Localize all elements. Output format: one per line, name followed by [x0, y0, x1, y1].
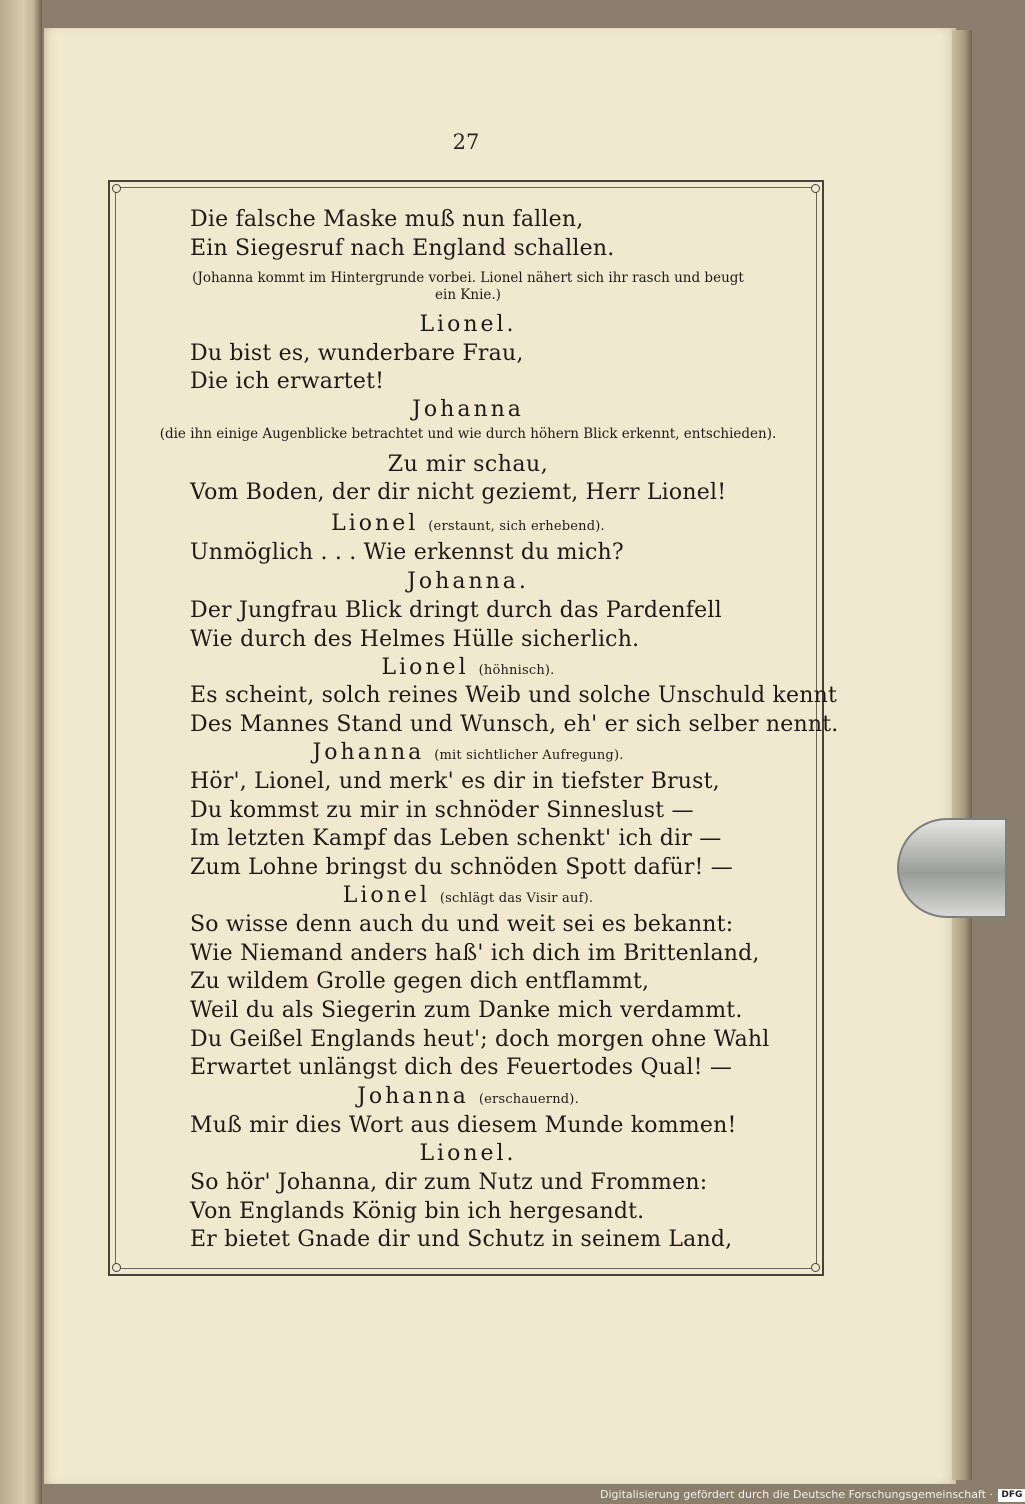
speaker-name: Lionel. [419, 1141, 517, 1166]
verse-line: Weil du als Siegerin zum Danke mich verdammt. [190, 998, 743, 1023]
verse-line: Ein Siegesruf nach England schallen. [190, 236, 615, 261]
verse-line: Du Geißel Englands heut'; doch morgen ohne Wahl [190, 1027, 770, 1052]
speaker-name: Lionel [381, 655, 469, 680]
verse-line: Hör', Lionel, und merk' es dir in tiefster Brust, [190, 769, 720, 794]
speaker-name: Johanna [312, 740, 425, 765]
speaker-line [126, 510, 810, 541]
verse-line: Zum Lohne bringst du schnöden Spott dafür! — [190, 855, 733, 880]
page-stack-edge [952, 30, 972, 1480]
verse-line: So hör' Johanna, dir zum Nutz und Frommen: [190, 1170, 708, 1195]
stage-direction: (höhnisch). [478, 663, 555, 678]
stage-direction: (die ihn einige Augenblicke betrachtet und wie durch höhern Blick erkennt, entschieden). [159, 426, 777, 442]
verse-line: Es scheint, solch reines Weib und solche Unschuld kennt [190, 683, 838, 708]
stage-direction: (mit sichtlicher Aufregung). [434, 748, 624, 763]
stage-direction: (erstaunt, sich erhebend). [428, 519, 605, 534]
verse-line: Er bietet Gnade dir und Schutz in seinem Land, [190, 1227, 733, 1252]
verse-line: Des Mannes Stand und Wunsch, eh' er sich selber nennt. [190, 712, 839, 737]
digitization-credit [600, 1486, 1023, 1504]
stage-direction: (Johanna kommt im Hintergrunde vorbei. Lionel nähert sich ihr rasch und beugt [192, 270, 744, 286]
speaker-line [126, 1083, 810, 1114]
page-number: 27 [452, 130, 480, 154]
page-clip [897, 818, 1007, 918]
frame-corner-ring [112, 184, 121, 193]
verse-line: Die ich erwartet! [190, 369, 385, 394]
speaker-line [126, 739, 810, 770]
speaker-line [126, 882, 810, 913]
verse-line: Unmöglich . . . Wie erkennst du mich? [190, 540, 624, 565]
frame-corner-ring [811, 184, 820, 193]
verse-line: Im letzten Kampf das Leben schenkt' ich dir — [190, 826, 722, 851]
verse-line: Wie durch des Helmes Hülle sicherlich. [190, 627, 640, 652]
facing-page-edge [0, 0, 42, 1504]
verse-line: Du kommst zu mir in schnöder Sinneslust — [190, 798, 694, 823]
verse-line: So wisse denn auch du und weit sei es bekannt: [190, 912, 734, 937]
speaker-name: Johanna. [407, 569, 529, 594]
verse-line: Von Englands König bin ich hergesandt. [190, 1199, 645, 1224]
verse-line: Du bist es, wunderbare Frau, [190, 341, 524, 366]
verse-line: Erwartet unlängst dich des Feuertodes Qual! — [190, 1055, 733, 1080]
speaker-name: Johanna [357, 1084, 469, 1109]
verse-line: Der Jungfrau Blick dringt durch das Pardenfell [190, 598, 722, 623]
verse-line: Vom Boden, der dir nicht geziemt, Herr Lionel! [190, 480, 727, 505]
verse-line: Die falsche Maske muß nun fallen, [190, 207, 584, 232]
credit-text: Digitalisierung gefördert durch die Deutsche Forschungsgemeinschaft · [600, 1488, 993, 1501]
stage-direction: (erschauernd). [478, 1092, 579, 1107]
speaker-name: Lionel [331, 511, 419, 536]
speaker-name: Johanna [412, 397, 524, 422]
stage-direction: ein Knie.) [435, 287, 501, 303]
frame-corner-ring [811, 1263, 820, 1272]
dfg-logo: DFG [998, 1489, 1025, 1502]
speaker-name: Lionel. [419, 312, 517, 337]
verse-line: Zu wildem Grolle gegen dich entflammt, [190, 969, 650, 994]
verse-line: Wie Niemand anders haß' ich dich im Brittenland, [190, 941, 760, 966]
frame-corner-ring [112, 1263, 121, 1272]
speaker-line [126, 654, 810, 685]
speaker-name: Lionel [342, 883, 430, 908]
verse-line: Muß mir dies Wort aus diesem Munde kommen! [190, 1113, 737, 1138]
stage-direction: (schlägt das Visir auf). [439, 891, 594, 906]
speaker-name: Zu mir schau, [387, 452, 549, 477]
